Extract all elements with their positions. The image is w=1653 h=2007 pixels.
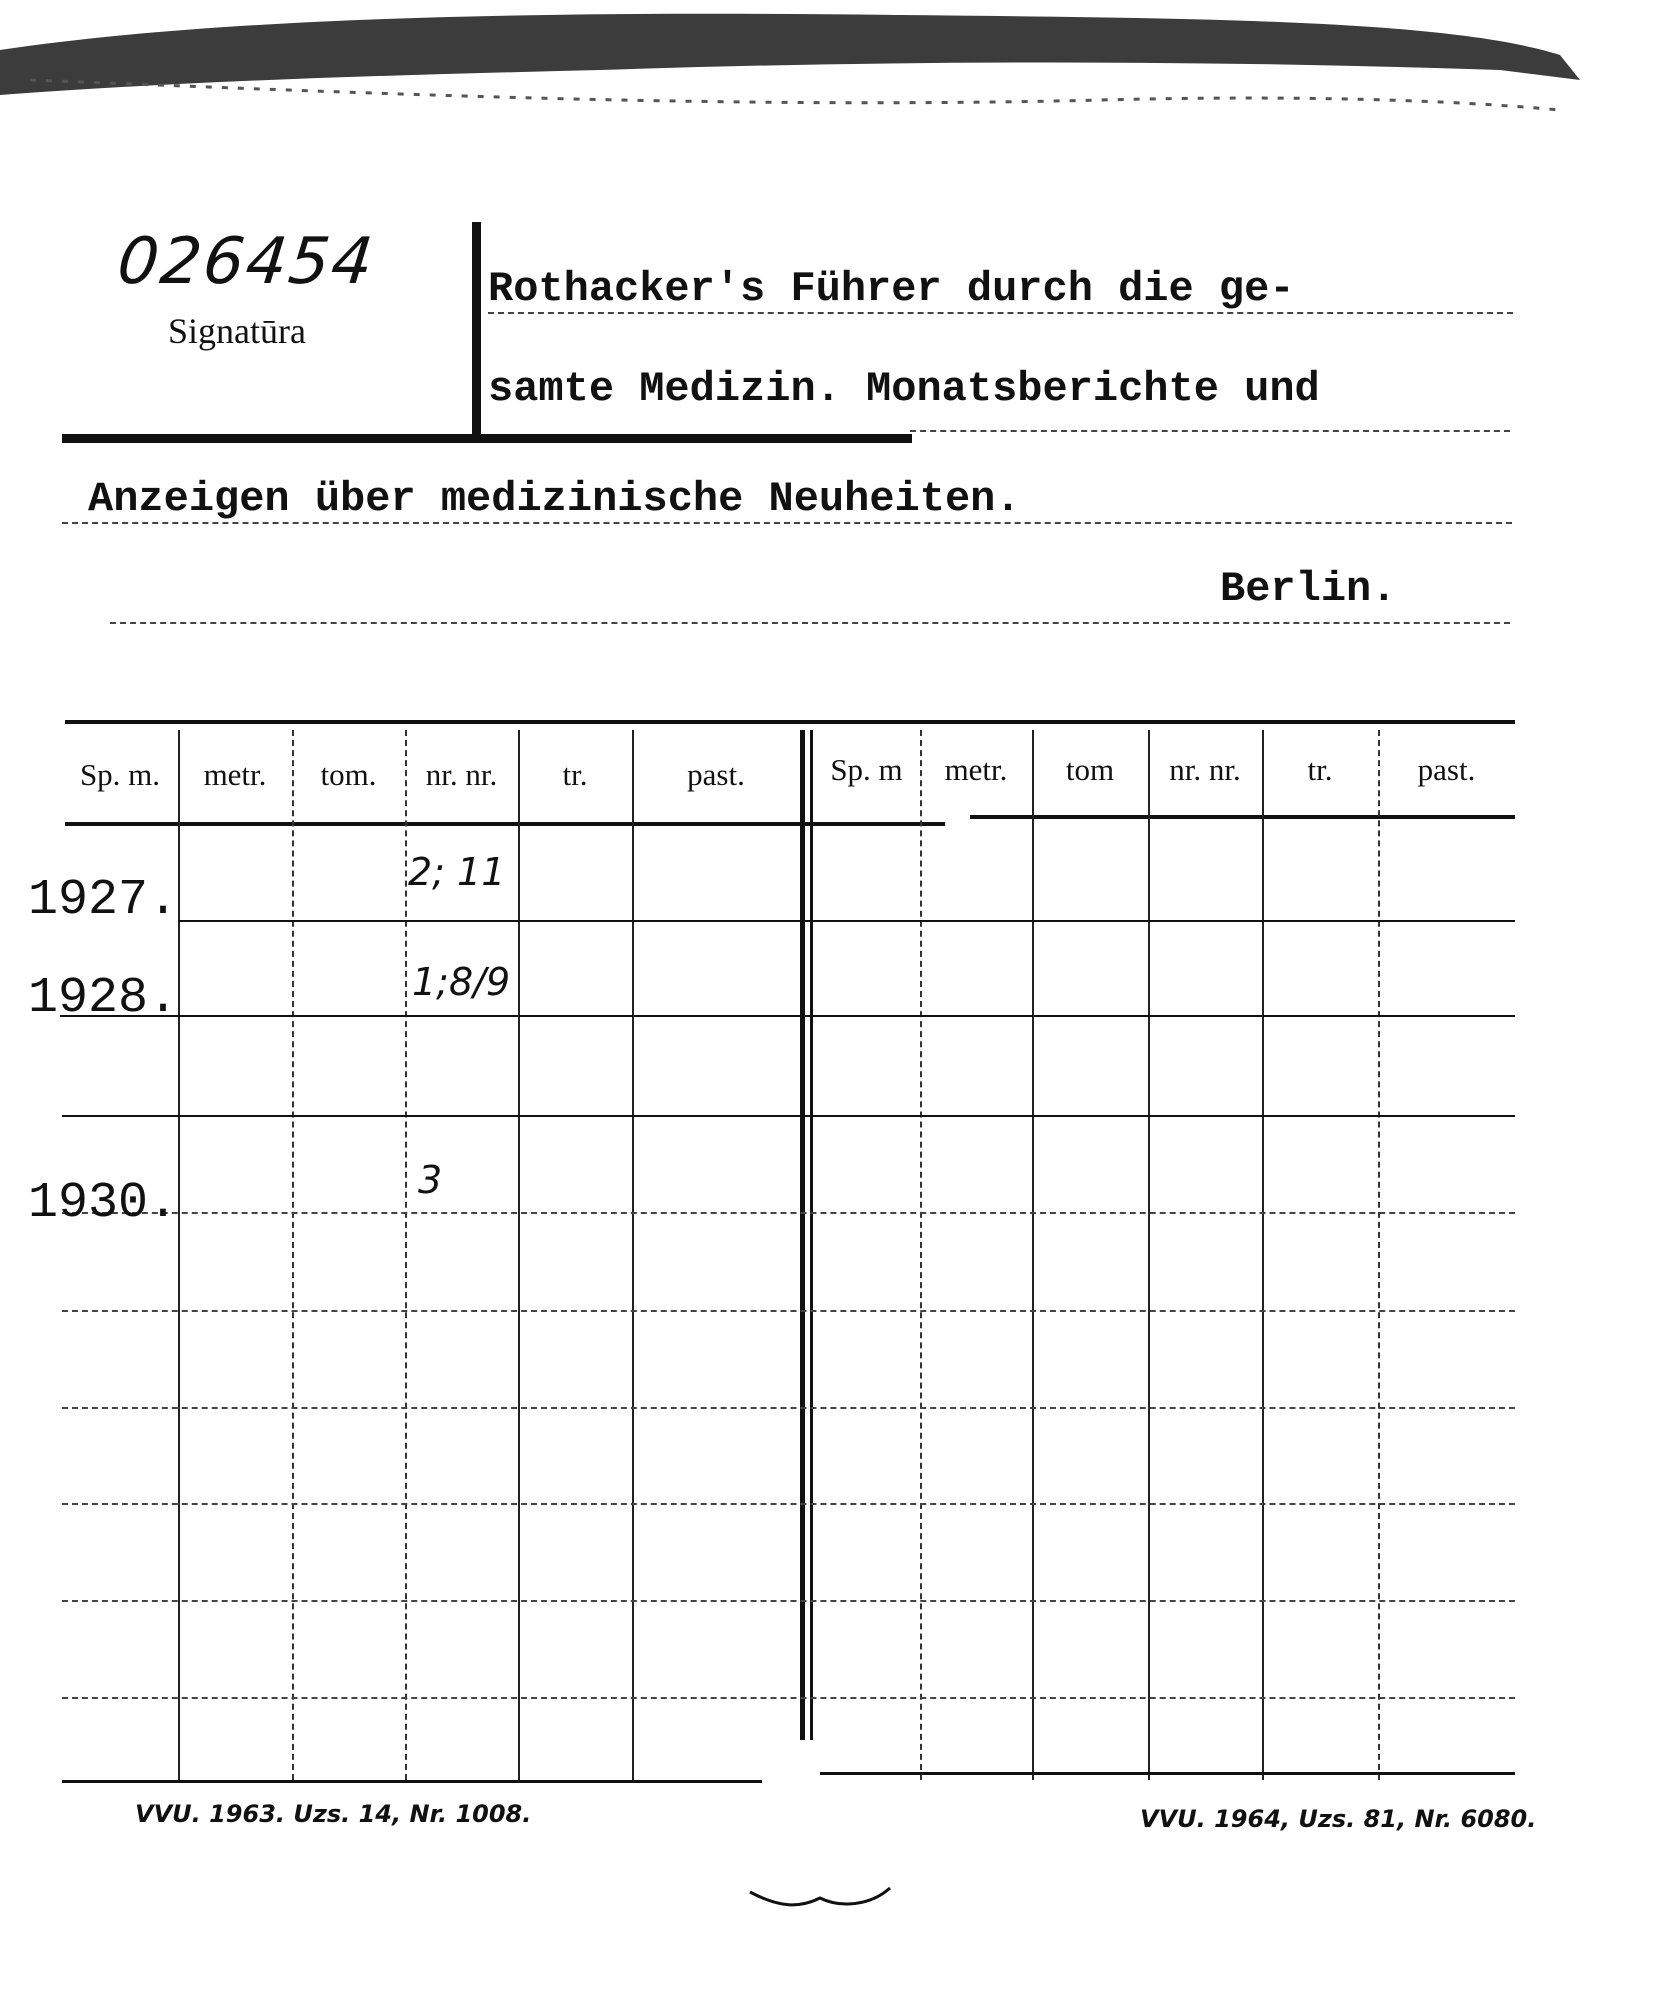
header-divider (472, 222, 481, 434)
table-center-divider (800, 730, 805, 1740)
column-line (1262, 730, 1264, 1780)
header-metr: metr. (203, 757, 267, 792)
column-line (292, 730, 294, 1780)
rule (110, 622, 1510, 624)
column-line (920, 730, 922, 1780)
table-bottom-rule (62, 1780, 762, 1783)
header-past: past. (687, 757, 745, 792)
header-tr-right: tr. (1307, 752, 1333, 787)
rule (62, 522, 1512, 524)
column-line (1032, 730, 1034, 1780)
row-line (62, 1310, 1515, 1312)
header-past-right: past. (1417, 752, 1476, 787)
title-line-1: Rothacker's Führer durch die ge- (488, 265, 1295, 313)
torn-edge (0, 0, 1653, 140)
column-line (405, 730, 407, 1780)
row-nr-1927: 2; 11 (408, 850, 506, 894)
row-year-1927: 1927. (28, 872, 179, 929)
row-nr-1930: 3 (418, 1158, 443, 1202)
header-sp-m-right: Sp. m (830, 752, 903, 787)
bracket-mark (740, 1880, 900, 1920)
place: Berlin. (1220, 565, 1397, 613)
rule (488, 312, 1513, 314)
row-line (62, 1503, 1515, 1505)
column-line (1148, 730, 1150, 1780)
row-line (62, 1115, 1515, 1117)
signature-label: Signatūra (168, 311, 306, 351)
header-tom: tom. (320, 757, 377, 792)
row-year-1928: 1928. (28, 970, 179, 1027)
row-year-1930: 1930. (28, 1175, 179, 1232)
title-line-2: samte Medizin. Monatsberichte und (488, 365, 1320, 413)
header-underline (62, 434, 912, 443)
row-nr-1928: 1;8/9 (412, 960, 511, 1004)
table-header-rule-left (65, 822, 945, 826)
header-tr: tr. (562, 757, 588, 792)
row-line (62, 1407, 1515, 1409)
header-nr-right: nr. nr. (1169, 752, 1241, 787)
table-header-rule-right (970, 815, 1515, 819)
row-line (178, 920, 1515, 922)
footer-note-right: VVU. 1964, Uzs. 81, Nr. 6080. (1140, 1805, 1537, 1833)
table-top-rule (65, 720, 1515, 724)
column-line (1378, 730, 1380, 1780)
table-center-divider (810, 730, 813, 1740)
rule (910, 430, 1510, 432)
column-line (178, 730, 180, 1780)
header-tom-right: tom (1065, 752, 1115, 787)
header-metr-right: metr. (944, 752, 1008, 787)
column-line (632, 730, 634, 1780)
row-line (62, 1212, 1515, 1214)
title-line-3: Anzeigen über medizinische Neuheiten. (88, 475, 1021, 523)
header-sp-m: Sp. m. (79, 757, 161, 792)
footer-note-left: VVU. 1963. Uzs. 14, Nr. 1008. (135, 1800, 532, 1828)
signature-number: 026454 (114, 225, 379, 299)
table-bottom-rule (820, 1772, 1515, 1775)
row-line (62, 1697, 1515, 1699)
row-line (62, 1600, 1515, 1602)
row-line (60, 1015, 1515, 1017)
column-line (518, 730, 520, 1780)
header-nr: nr. nr. (425, 757, 498, 792)
